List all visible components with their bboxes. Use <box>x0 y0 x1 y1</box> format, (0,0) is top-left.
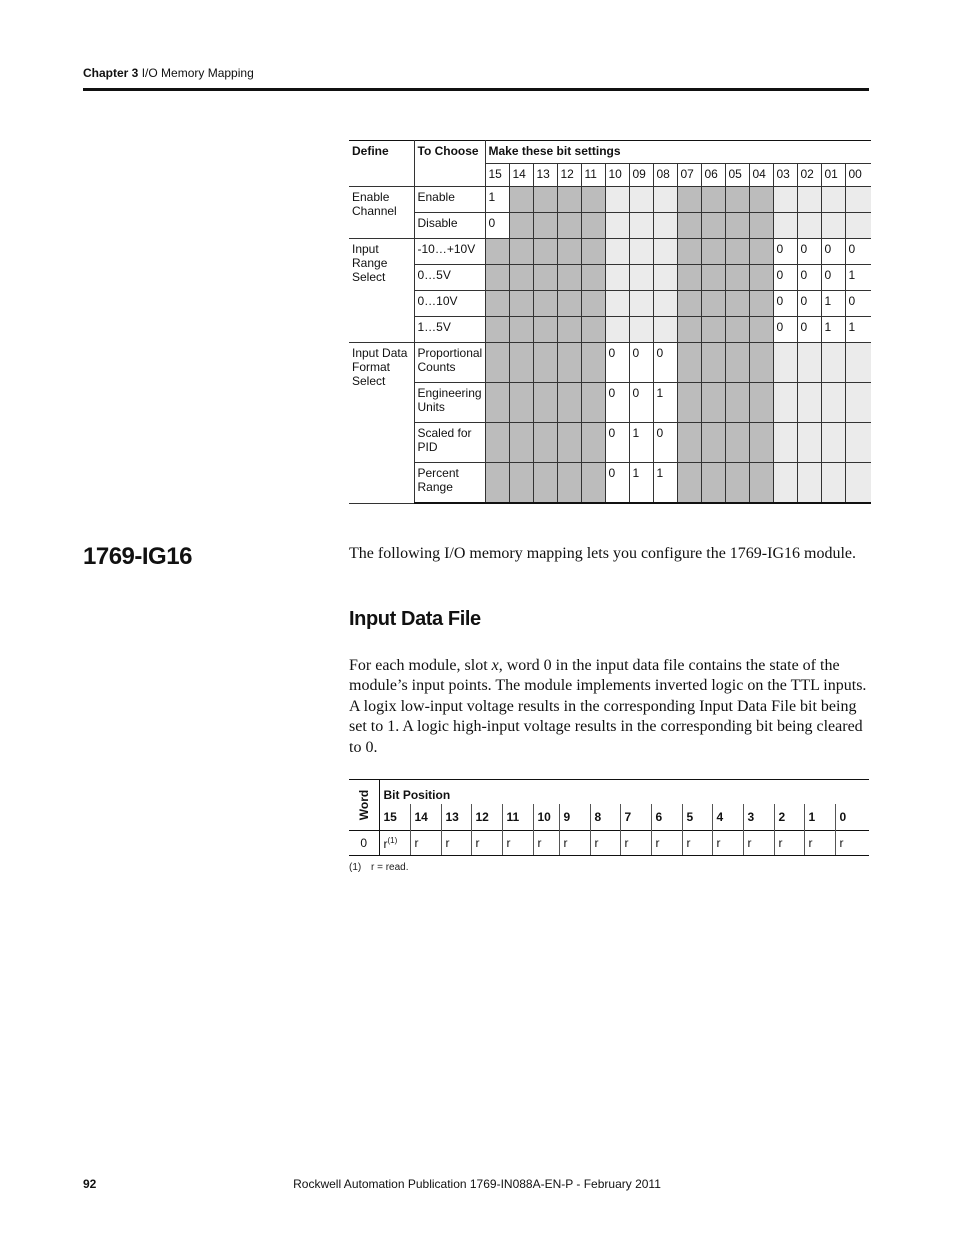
bit-cell: 0 <box>797 317 821 343</box>
bit-cell <box>821 423 845 463</box>
bit-cell: 0 <box>797 265 821 291</box>
word-header-cell <box>349 780 379 831</box>
config-bit-table <box>349 140 871 504</box>
bit-cell <box>677 187 701 213</box>
bit-value-cell <box>743 831 774 856</box>
bit-cell: 0 <box>605 383 629 423</box>
bit-label: 00 <box>845 164 871 187</box>
bit-cell <box>677 265 701 291</box>
bit-cell: 1 <box>629 463 653 504</box>
define-cell: Enable Channel <box>349 187 414 239</box>
bit-value-cell <box>590 831 620 856</box>
bit-cell: 1 <box>845 265 871 291</box>
bit-cell <box>821 187 845 213</box>
bit-cell: 1 <box>821 291 845 317</box>
bit-cell: 0 <box>821 265 845 291</box>
bit-cell <box>725 291 749 317</box>
choose-cell: 1…5V <box>414 317 485 343</box>
bit-cell <box>533 423 557 463</box>
bit-position-label: 12 <box>471 804 502 831</box>
bit-cell <box>557 213 581 239</box>
bit-cell <box>557 291 581 317</box>
choose-cell: 0…5V <box>414 265 485 291</box>
bit-cell <box>485 317 509 343</box>
para-text-a: For each module, slot <box>349 657 492 674</box>
bit-cell <box>653 265 677 291</box>
bit-cell <box>581 265 605 291</box>
para-text-b: , word 0 in the input data file contains the state of the module’s input points. The module implements inverted logic on the TTL inputs. A logix low-input voltage results in the corresponding Input Data File bit being set to 1. A logic high-input voltage results in the corresponding bit being cleared to 0. <box>349 657 867 756</box>
bit-cell <box>653 187 677 213</box>
bit-cell <box>605 213 629 239</box>
bit-cell: 0 <box>797 239 821 265</box>
bit-cell <box>701 317 725 343</box>
bit-cell <box>485 343 509 383</box>
bit-cell <box>653 317 677 343</box>
bit-cell <box>509 317 533 343</box>
bit-cell: 0 <box>773 317 797 343</box>
bit-cell: 1 <box>821 317 845 343</box>
bit-label: 13 <box>533 164 557 187</box>
bit-cell <box>509 291 533 317</box>
bit-cell: 0 <box>653 423 677 463</box>
bit-cell <box>605 265 629 291</box>
bit-cell <box>581 383 605 423</box>
bit-cell <box>677 317 701 343</box>
bit-cell <box>581 343 605 383</box>
bit-label: 15 <box>485 164 509 187</box>
bit-value-cell <box>379 831 410 856</box>
bit-position-label: 15 <box>379 804 410 831</box>
bit-cell <box>845 213 871 239</box>
bit-cell <box>749 317 773 343</box>
bit-cell <box>677 213 701 239</box>
bit-cell <box>725 317 749 343</box>
para-slot-var: x <box>491 657 499 674</box>
bit-position-label: 2 <box>774 804 804 831</box>
bit-position-label: 3 <box>743 804 774 831</box>
bit-value: r <box>563 836 568 850</box>
bit-value: r <box>716 836 721 850</box>
bit-cell <box>701 213 725 239</box>
bit-value: r <box>624 836 629 850</box>
bit-cell <box>581 291 605 317</box>
bit-label: 09 <box>629 164 653 187</box>
bit-label: 12 <box>557 164 581 187</box>
bit-cell <box>701 383 725 423</box>
bit-value-cell <box>410 831 441 856</box>
bit-value: r <box>778 836 783 850</box>
bit-position-label: 8 <box>590 804 620 831</box>
bit-cell <box>629 317 653 343</box>
bit-cell <box>821 463 845 504</box>
bit-value: r <box>686 836 691 850</box>
bit-cell <box>749 343 773 383</box>
bit-cell <box>557 265 581 291</box>
bit-position-label: 7 <box>620 804 651 831</box>
bit-cell <box>557 317 581 343</box>
bit-cell <box>845 423 871 463</box>
choose-cell: -10…+10V <box>414 239 485 265</box>
bit-cell <box>605 239 629 265</box>
bit-label: 03 <box>773 164 797 187</box>
bit-label: 10 <box>605 164 629 187</box>
bit-cell <box>629 239 653 265</box>
bit-cell <box>749 213 773 239</box>
bit-cell <box>845 383 871 423</box>
choose-cell: Enable <box>414 187 485 213</box>
bit-cell <box>581 463 605 504</box>
bit-cell <box>701 291 725 317</box>
bit-cell <box>533 187 557 213</box>
bit-label: 14 <box>509 164 533 187</box>
bit-cell <box>557 187 581 213</box>
bit-cell: 0 <box>773 239 797 265</box>
bit-cell <box>725 213 749 239</box>
bit-cell <box>701 187 725 213</box>
bit-position-label: 13 <box>441 804 471 831</box>
bit-value-cell <box>471 831 502 856</box>
chapter-title: I/O Memory Mapping <box>141 66 254 80</box>
bit-cell <box>773 463 797 504</box>
bit-cell <box>653 239 677 265</box>
bit-cell <box>605 291 629 317</box>
bit-label: 07 <box>677 164 701 187</box>
bit-cell <box>677 423 701 463</box>
choose-cell: Disable <box>414 213 485 239</box>
footnote-ref: (1) <box>387 835 398 845</box>
footnote-text: r = read. <box>371 862 409 873</box>
section-title: 1769-IG16 <box>83 543 192 570</box>
bit-cell <box>749 265 773 291</box>
bit-value: r <box>414 836 419 850</box>
bit-cell <box>509 187 533 213</box>
bit-cell <box>557 239 581 265</box>
bit-cell: 0 <box>845 291 871 317</box>
bit-value-cell <box>502 831 533 856</box>
choose-cell: Proportional Counts <box>414 343 485 383</box>
bit-cell <box>797 343 821 383</box>
bit-settings-header: Make these bit settings <box>485 141 871 164</box>
bit-label: 11 <box>581 164 605 187</box>
bit-cell <box>629 187 653 213</box>
bit-value-cell <box>712 831 743 856</box>
bit-label: 04 <box>749 164 773 187</box>
subsection-title: Input Data File <box>349 608 481 630</box>
bit-cell: 0 <box>629 343 653 383</box>
bit-value: r <box>383 836 388 851</box>
bit-cell <box>509 383 533 423</box>
bit-position-label: 9 <box>559 804 590 831</box>
bit-cell: 0 <box>605 343 629 383</box>
bit-cell <box>485 423 509 463</box>
bit-cell <box>485 291 509 317</box>
bit-cell <box>701 265 725 291</box>
bit-position-label: 1 <box>804 804 835 831</box>
bit-cell <box>605 187 629 213</box>
bit-position-header: Bit Position <box>379 780 869 805</box>
bit-cell <box>845 463 871 504</box>
bit-cell <box>773 187 797 213</box>
bit-label: 01 <box>821 164 845 187</box>
bit-value: r <box>475 836 480 850</box>
define-cell: Input Range Select <box>349 239 414 343</box>
bit-label: 08 <box>653 164 677 187</box>
bit-cell <box>701 423 725 463</box>
bit-cell: 1 <box>653 383 677 423</box>
bit-value: r <box>506 836 511 850</box>
bit-cell <box>533 265 557 291</box>
bit-cell <box>749 187 773 213</box>
bit-position-label: 11 <box>502 804 533 831</box>
define-header: Define <box>349 141 414 187</box>
bit-value: r <box>655 836 660 850</box>
bit-cell <box>629 265 653 291</box>
bit-cell <box>797 423 821 463</box>
bit-value-cell <box>620 831 651 856</box>
bit-cell <box>725 463 749 504</box>
bit-cell <box>725 343 749 383</box>
bit-cell <box>581 317 605 343</box>
bit-cell <box>725 423 749 463</box>
bit-cell <box>485 383 509 423</box>
bit-cell: 1 <box>845 317 871 343</box>
bit-cell <box>701 463 725 504</box>
bit-value-cell <box>774 831 804 856</box>
bit-cell <box>701 343 725 383</box>
choose-cell: Scaled for PID <box>414 423 485 463</box>
bit-cell <box>725 239 749 265</box>
bit-cell: 1 <box>629 423 653 463</box>
bit-cell <box>773 383 797 423</box>
bit-cell: 0 <box>773 291 797 317</box>
bit-cell <box>677 291 701 317</box>
bit-label: 05 <box>725 164 749 187</box>
bit-cell <box>533 239 557 265</box>
bit-value: r <box>537 836 542 850</box>
bit-cell <box>533 383 557 423</box>
bit-cell <box>725 187 749 213</box>
bit-cell <box>749 463 773 504</box>
bit-value-cell <box>533 831 559 856</box>
bit-cell <box>557 343 581 383</box>
bit-cell <box>509 343 533 383</box>
bit-position-label: 10 <box>533 804 559 831</box>
bit-value-cell <box>682 831 712 856</box>
bit-cell <box>485 463 509 504</box>
bit-cell: 0 <box>821 239 845 265</box>
bit-cell <box>557 463 581 504</box>
bit-cell <box>773 423 797 463</box>
bit-cell <box>677 239 701 265</box>
choose-cell: 0…10V <box>414 291 485 317</box>
bit-value: r <box>594 836 599 850</box>
bit-cell <box>629 291 653 317</box>
bit-cell: 0 <box>797 291 821 317</box>
input-data-file-paragraph <box>349 656 871 758</box>
choose-cell: Engineering Units <box>414 383 485 423</box>
bit-value-cell <box>651 831 682 856</box>
bit-cell <box>725 383 749 423</box>
bit-position-label: 5 <box>682 804 712 831</box>
bit-position-label: 0 <box>839 810 847 824</box>
bit-cell <box>509 423 533 463</box>
bit-cell <box>701 239 725 265</box>
bit-cell <box>725 265 749 291</box>
bit-value-cell <box>559 831 590 856</box>
bit-cell <box>533 343 557 383</box>
bit-cell: 0 <box>605 423 629 463</box>
page-header <box>83 66 254 80</box>
bit-cell <box>677 463 701 504</box>
chapter-label: Chapter 3 <box>83 66 139 80</box>
bit-value: r <box>445 836 450 850</box>
bit-cell <box>581 213 605 239</box>
bit-cell <box>509 213 533 239</box>
bit-value: r <box>839 836 844 850</box>
bit-cell <box>821 383 845 423</box>
bit-cell <box>773 343 797 383</box>
bit-value: r <box>747 836 752 850</box>
bit-cell: 0 <box>605 463 629 504</box>
bit-cell <box>653 213 677 239</box>
bit-cell <box>821 343 845 383</box>
bit-cell <box>557 383 581 423</box>
bit-cell: 1 <box>485 187 509 213</box>
section-intro: The following I/O memory mapping lets you configure the 1769-IG16 module. <box>349 545 857 562</box>
header-rule <box>83 88 869 91</box>
bit-cell <box>581 187 605 213</box>
bit-cell <box>581 239 605 265</box>
bit-value: r <box>808 836 813 850</box>
bit-cell <box>533 213 557 239</box>
footnote <box>349 862 409 873</box>
choose-cell: Percent Range <box>414 463 485 504</box>
bit-cell: 0 <box>485 213 509 239</box>
bit-position-label: 14 <box>410 804 441 831</box>
footnote-number: (1) <box>349 862 362 873</box>
bit-cell <box>749 291 773 317</box>
bit-cell <box>749 383 773 423</box>
bit-label: 02 <box>797 164 821 187</box>
define-cell: Input Data Format Select <box>349 343 414 504</box>
bit-cell <box>653 291 677 317</box>
bit-cell: 0 <box>845 239 871 265</box>
choose-header: To Choose <box>414 141 485 187</box>
bit-value-cell <box>804 831 835 856</box>
bit-cell: 0 <box>773 265 797 291</box>
bit-cell <box>533 463 557 504</box>
bit-cell <box>677 383 701 423</box>
input-bit-table <box>349 779 869 856</box>
bit-cell <box>821 213 845 239</box>
word-value: 0 <box>349 831 379 856</box>
bit-cell <box>557 423 581 463</box>
bit-label: 06 <box>701 164 725 187</box>
bit-position-label: 6 <box>651 804 682 831</box>
bit-cell <box>533 317 557 343</box>
bit-position-label: 4 <box>712 804 743 831</box>
word-header: Word <box>357 789 372 821</box>
page-number: 92 <box>83 1177 97 1191</box>
bit-cell <box>797 383 821 423</box>
bit-cell: 0 <box>629 383 653 423</box>
bit-cell <box>845 343 871 383</box>
bit-cell <box>629 213 653 239</box>
bit-cell <box>581 423 605 463</box>
publication-info: Rockwell Automation Publication 1769-IN088A-EN-P - February 2011 <box>293 1177 661 1191</box>
bit-cell <box>773 213 797 239</box>
bit-cell <box>677 343 701 383</box>
bit-cell <box>485 265 509 291</box>
bit-value-cell <box>835 831 869 856</box>
bit-cell <box>797 463 821 504</box>
bit-value-cell <box>441 831 471 856</box>
bit-cell <box>797 213 821 239</box>
bit-cell <box>749 239 773 265</box>
bit-cell <box>509 265 533 291</box>
bit-cell <box>797 187 821 213</box>
bit-cell <box>845 187 871 213</box>
bit-cell <box>509 239 533 265</box>
bit-cell <box>605 317 629 343</box>
bit-cell <box>485 239 509 265</box>
bit-cell: 0 <box>653 343 677 383</box>
bit-cell: 1 <box>653 463 677 504</box>
bit-cell <box>533 291 557 317</box>
bit-cell <box>749 423 773 463</box>
bit-cell <box>509 463 533 504</box>
